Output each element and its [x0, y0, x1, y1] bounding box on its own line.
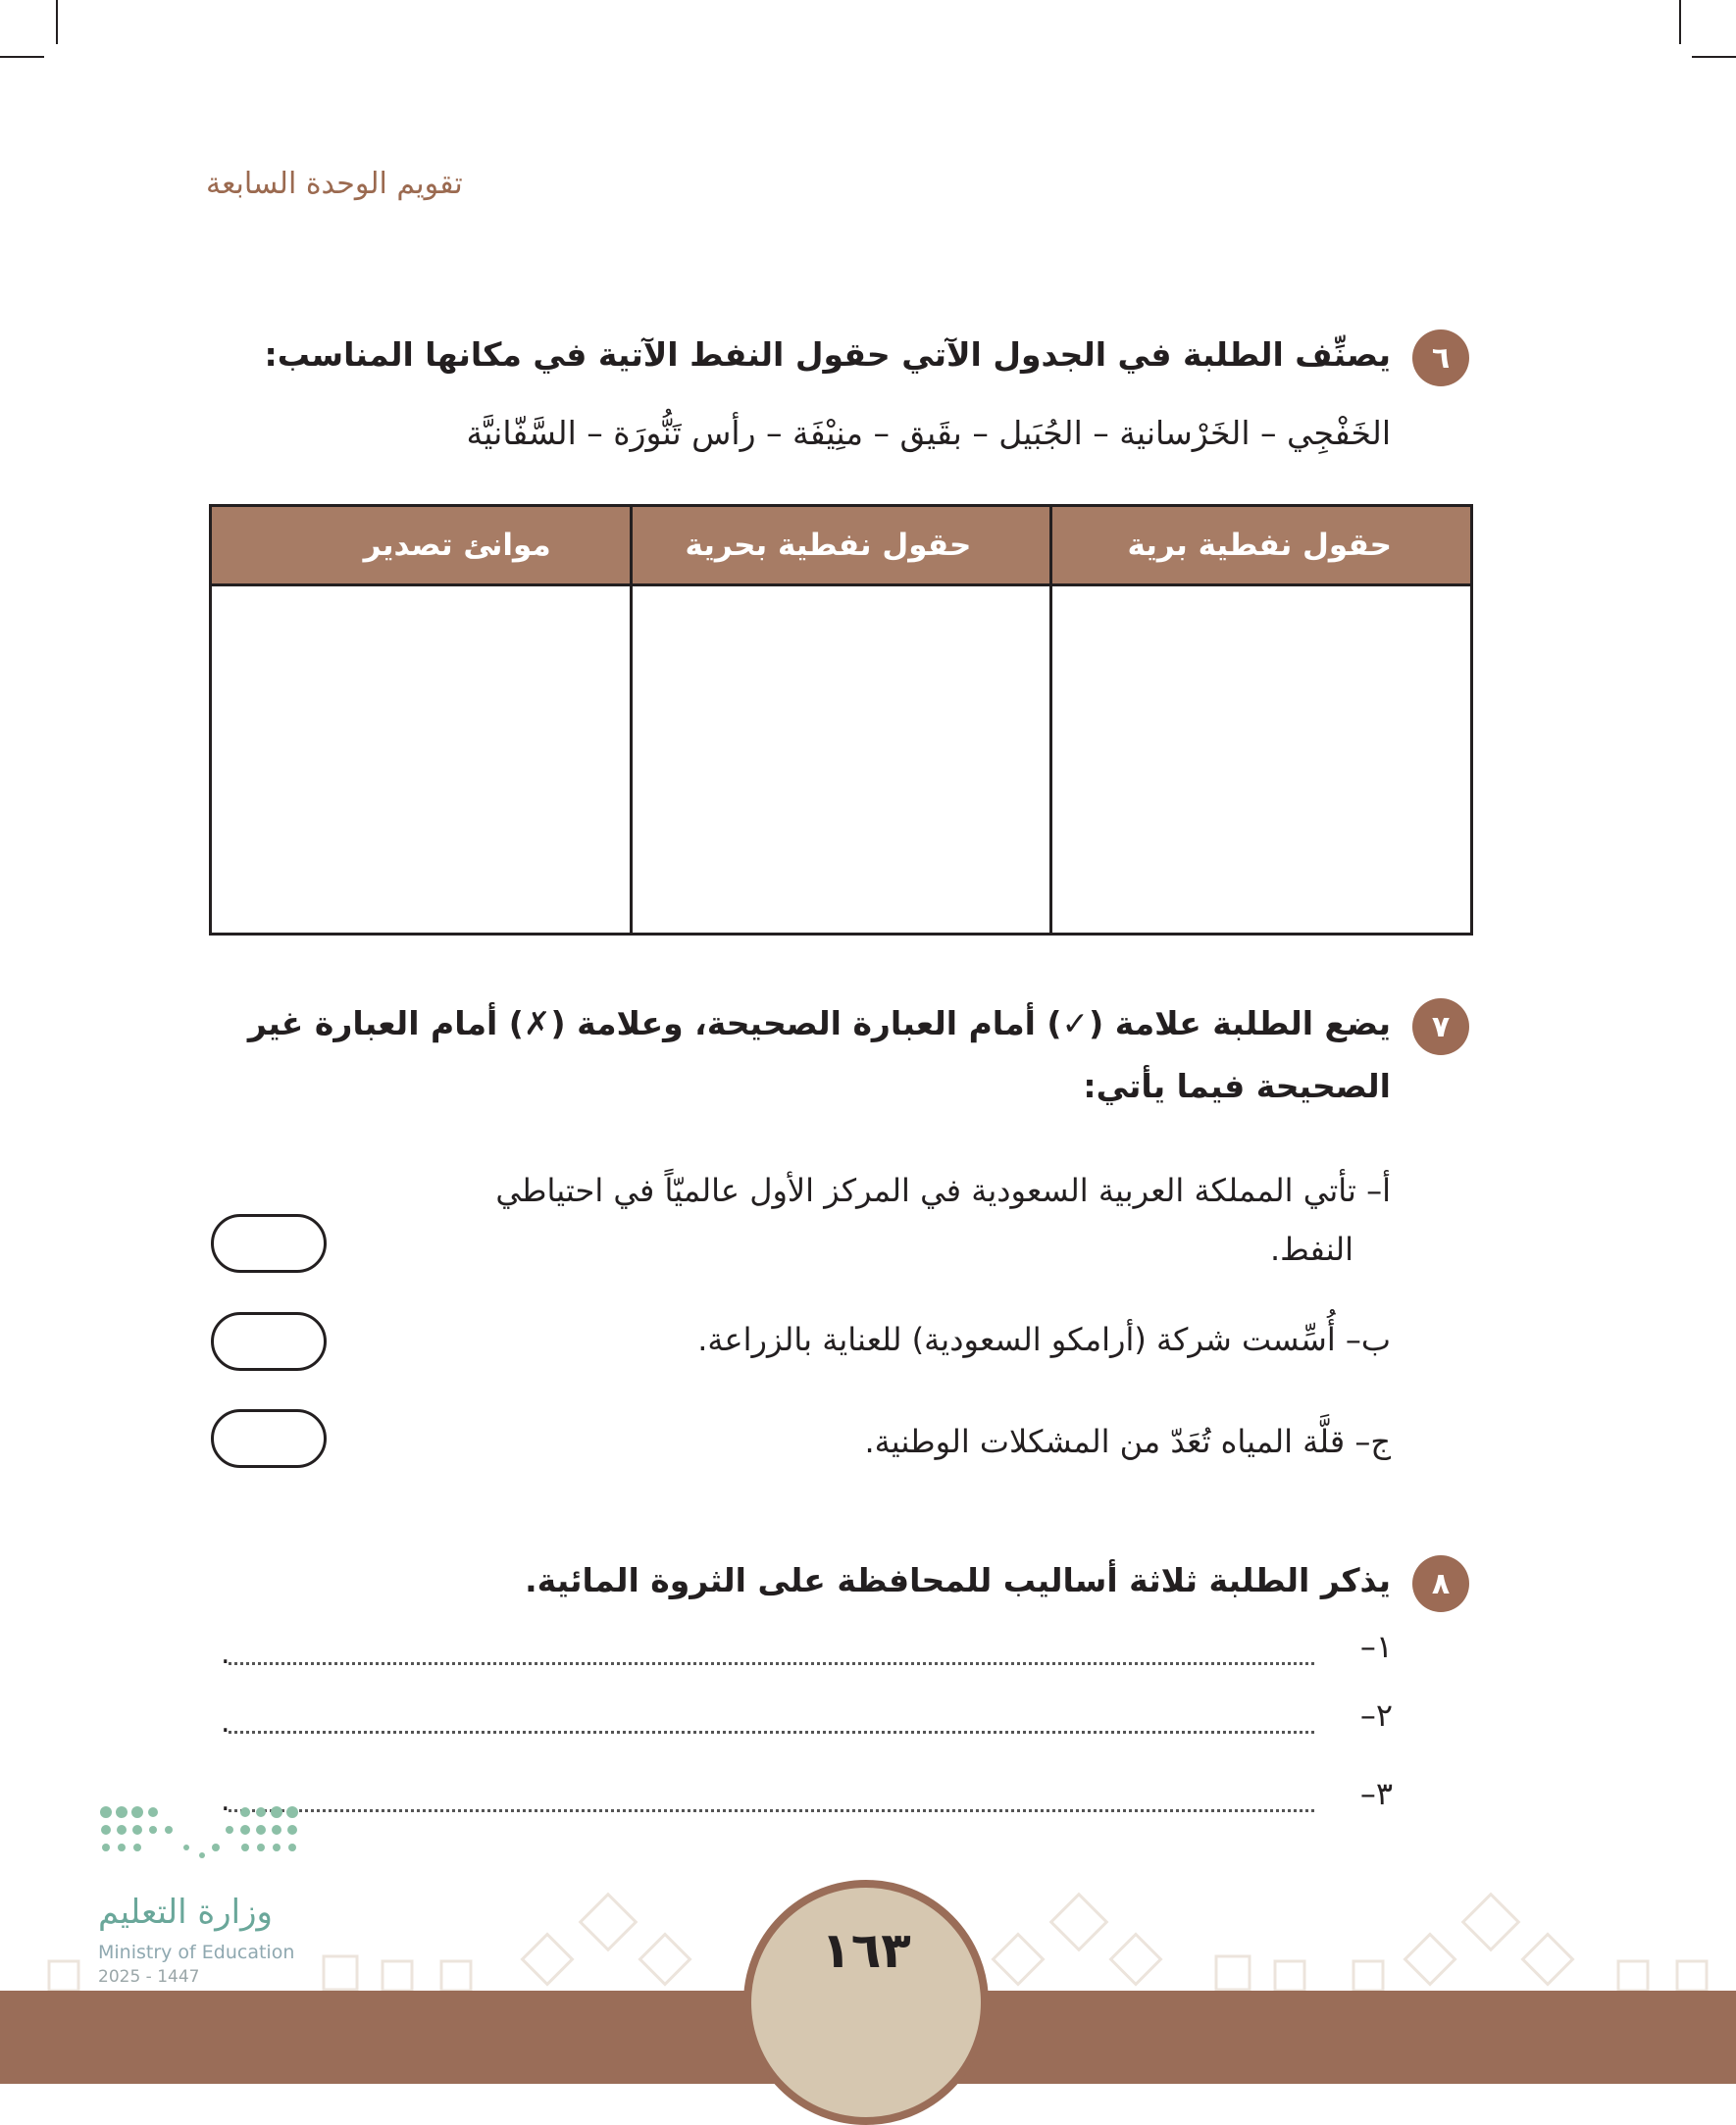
page-number-disc: [743, 1880, 989, 2125]
crop-mark: [1679, 0, 1681, 44]
dotted-line: [229, 1662, 1314, 1665]
crop-mark: [0, 56, 44, 58]
statement-b: ب– أُسِّست شركة (أرامكو السعودية) للعناية بالزراعة.: [697, 1321, 1391, 1358]
answer-box-a[interactable]: [211, 1214, 327, 1273]
ministry-name-arabic: وزارة التعليم: [98, 1893, 273, 1932]
classification-table: [209, 504, 1473, 936]
ministry-logo-dots: [98, 1804, 314, 1883]
answer-cell-offshore[interactable]: [631, 585, 1051, 935]
statement-c: ج– قلَّة المياه تُعَدّ من المشكلات الوطنية.: [864, 1423, 1391, 1460]
crop-mark: [56, 0, 58, 44]
question-6-items: الخَفْجِي – الخَرْسانية – الجُبَيل – بقَيق – منِيْفَة – رأس تَنُّورَة – السَّفّانيَّة: [466, 414, 1391, 452]
statement-a-cont: النفط.: [1269, 1231, 1353, 1268]
answer-line-1[interactable]: [221, 1628, 1393, 1677]
question-6-prompt: يصنِّف الطلبة في الجدول الآتي حقول النفط الآتية في مكانها المناسب:: [264, 335, 1391, 374]
line-end-period: .: [221, 1705, 230, 1740]
answer-cell-land[interactable]: [1051, 585, 1472, 935]
answer-box-b[interactable]: [211, 1312, 327, 1371]
answer-cell-ports[interactable]: [211, 585, 632, 935]
line-end-period: .: [221, 1637, 230, 1671]
dotted-line: [229, 1731, 1314, 1734]
edition-year: 2025 - 1447: [98, 1967, 200, 1987]
table-header-land-fields: حقول نفطية برية: [1051, 506, 1472, 585]
answer-line-number: ١–: [1359, 1628, 1393, 1665]
answer-line-number: ٣–: [1359, 1775, 1393, 1812]
running-title: تقويم الوحدة السابعة: [206, 167, 463, 201]
page-number: ١٦٣: [821, 1922, 911, 1979]
question-7-badge: ٧: [1412, 998, 1469, 1055]
statement-a: أ– تأتي المملكة العربية السعودية في المركز الأول عالميّاً في احتياطي: [495, 1172, 1391, 1209]
question-8-prompt: يذكر الطلبة ثلاثة أساليب للمحافظة على الثروة المائية.: [525, 1561, 1391, 1599]
table-header-offshore-fields: حقول نفطية بحرية: [631, 506, 1051, 585]
ministry-name-english: Ministry of Education: [98, 1942, 295, 1963]
answer-line-2[interactable]: [221, 1696, 1393, 1746]
question-7-prompt-line1: يضع الطلبة علامة (✓) أمام العبارة الصحيحة، وعلامة (✗) أمام العبارة غير: [247, 1004, 1391, 1042]
table-header-export-ports: موانئ تصدير: [211, 506, 632, 585]
question-6-badge: ٦: [1412, 329, 1469, 386]
question-8-badge: ٨: [1412, 1555, 1469, 1612]
answer-box-c[interactable]: [211, 1409, 327, 1468]
crop-mark: [1692, 56, 1736, 58]
question-7-prompt-line2: الصحيحة فيما يأتي:: [1083, 1067, 1391, 1105]
answer-line-number: ٢–: [1359, 1696, 1393, 1734]
line-end-period: .: [221, 1784, 230, 1818]
answer-line-3[interactable]: [221, 1775, 1393, 1824]
dotted-line: [229, 1809, 1314, 1812]
